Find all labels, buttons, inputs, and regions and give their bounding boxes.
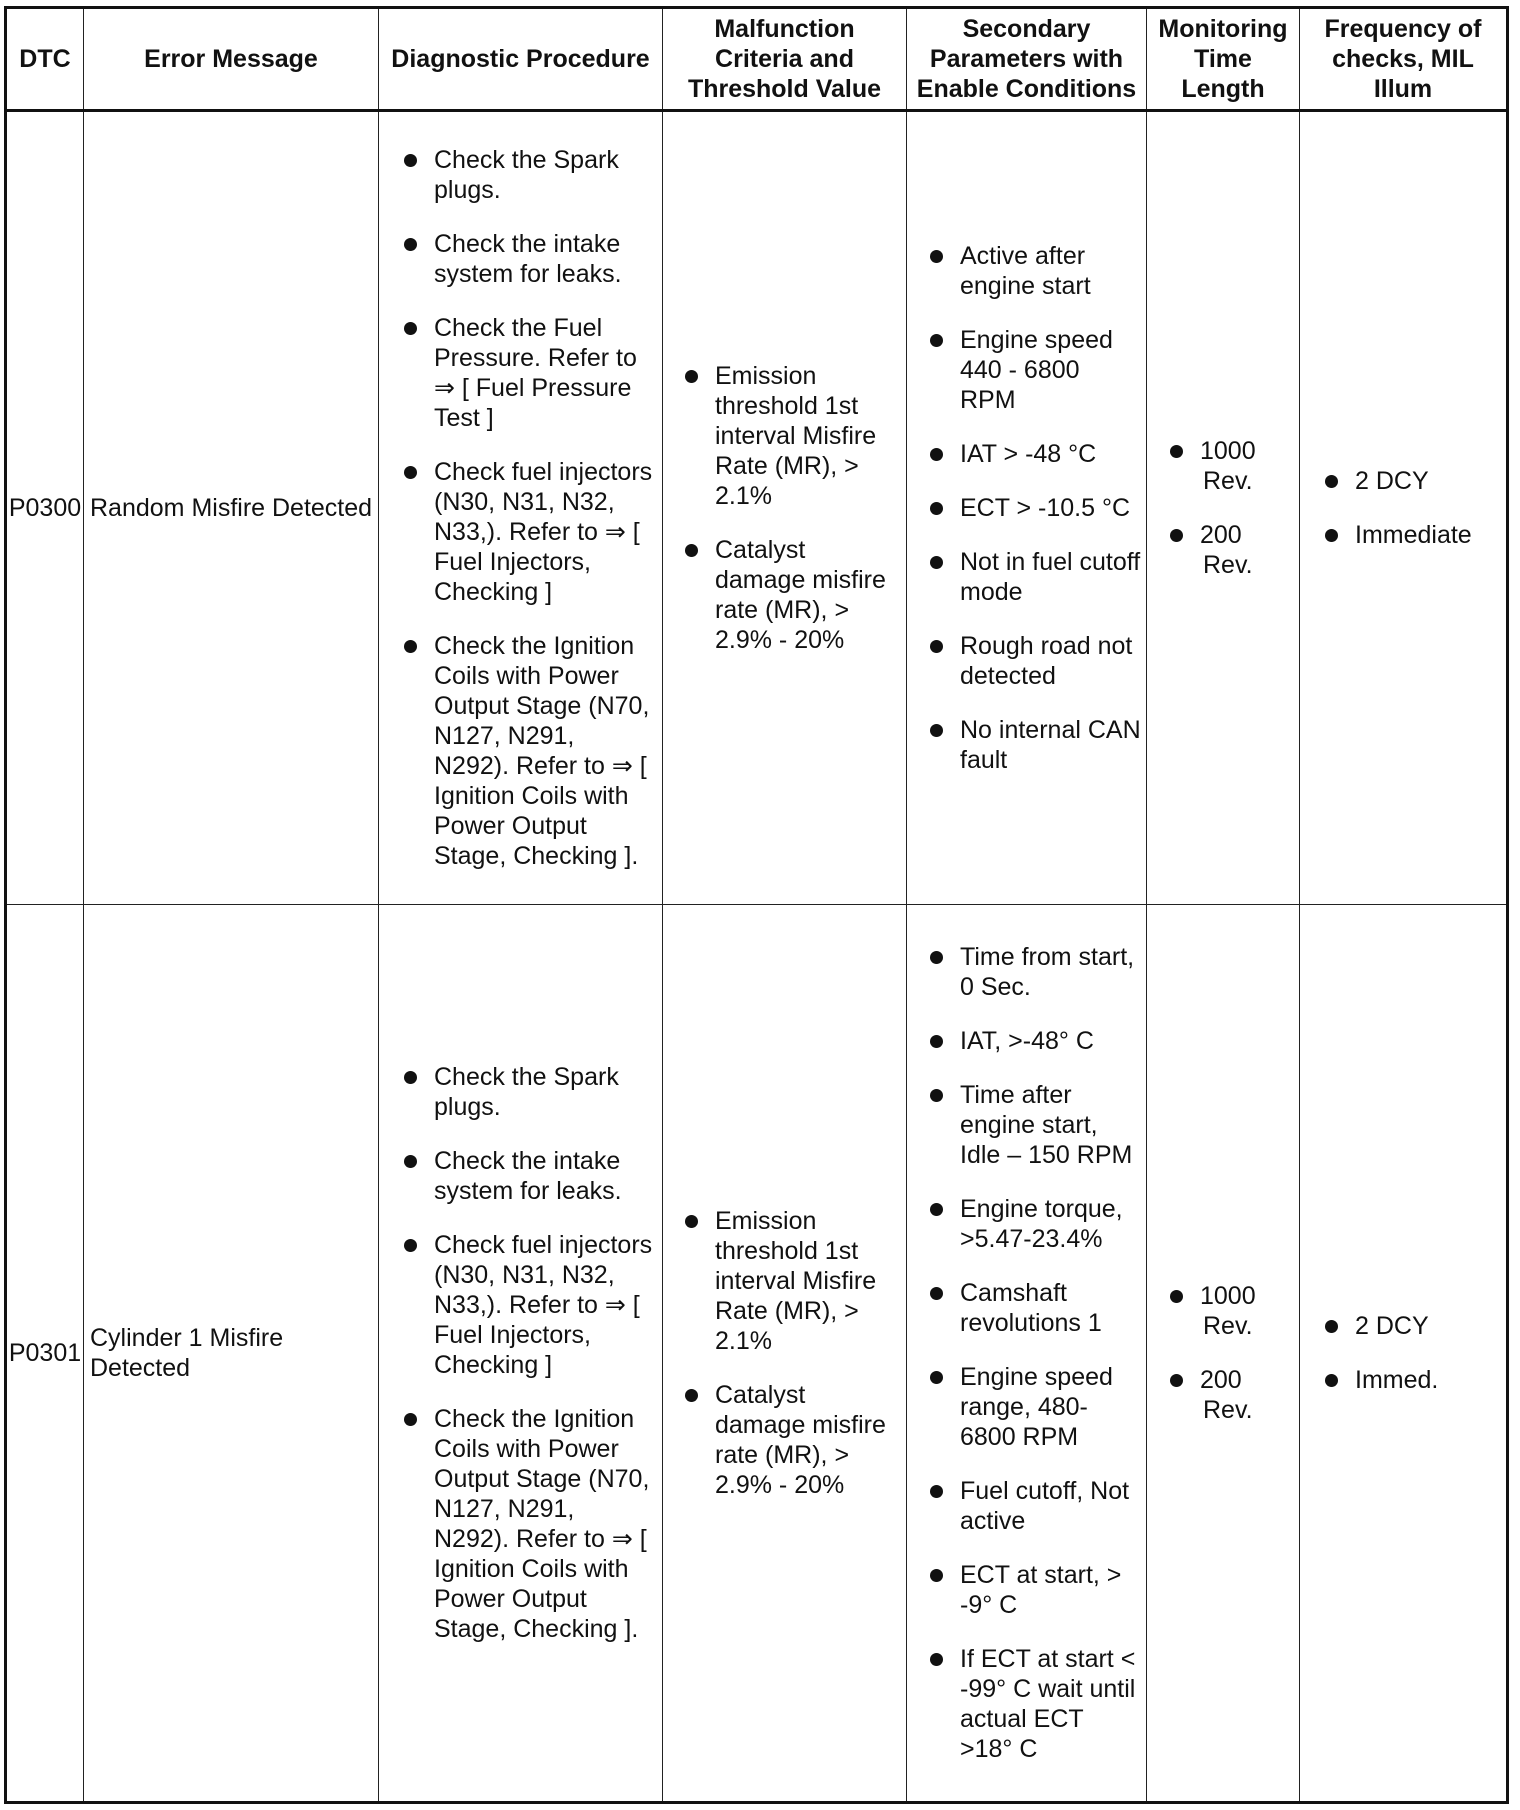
bullet-icon [1170, 1290, 1183, 1303]
table-row [6, 905, 1508, 1803]
bullet-icon [1170, 529, 1183, 542]
list-item: Immediate [1325, 520, 1502, 550]
bullet-icon [930, 640, 943, 653]
header-diagnostic-procedure: Diagnostic Procedure [379, 8, 663, 111]
list-item: Emission threshold 1st interval Misfire Rate (MR), > 2.1% [685, 1206, 900, 1356]
header-monitoring-time: Monitoring Time Length [1147, 8, 1300, 111]
list-item: Time from start, 0 Sec. [930, 942, 1142, 1002]
bullet-icon [404, 1071, 417, 1084]
list-item [1170, 1365, 1295, 1425]
list-item: 2 DCY [1325, 1311, 1502, 1341]
bullet-icon [404, 322, 417, 335]
bullet-icon [685, 544, 698, 557]
bullet-icon [1170, 1374, 1183, 1387]
list-item: Catalyst damage misfire rate (MR), > 2.9% - 20% [685, 535, 900, 655]
header-row [6, 8, 1508, 111]
diagnostic-procedure-cell [379, 905, 663, 1803]
bullet-icon [930, 1569, 943, 1582]
bullet-icon [404, 1239, 417, 1252]
monitoring-value: 1000 [1200, 1282, 1256, 1310]
list-item: Camshaft revolutions 1 [930, 1278, 1142, 1338]
monitoring-value: 200 [1200, 1366, 1242, 1394]
diagnostic-procedure-cell [379, 111, 663, 905]
secondary-parameters-cell [907, 111, 1147, 905]
header-frequency: Frequency of checks, MIL Illum [1300, 8, 1508, 111]
list-item: Engine speed range, 480-6800 RPM [930, 1362, 1142, 1452]
list-item: Check the Ignition Coils with Power Output Stage (N70, N127, N291, N292). Refer to ⇒ [ Ignition Coils with Power Output Stage, Checking ]. [404, 1404, 656, 1644]
monitoring-value: 1000 [1200, 437, 1256, 465]
bullet-icon [930, 1287, 943, 1300]
list-item: 2 DCY [1325, 466, 1502, 496]
bullet-icon [930, 250, 943, 263]
list-item: Check fuel injectors (N30, N31, N32, N33,). Refer to ⇒ [ Fuel Injectors, Checking ] [404, 457, 656, 607]
list-item: Check the Spark plugs. [404, 1062, 656, 1122]
list-item: Check the Spark plugs. [404, 145, 656, 205]
list-item: Emission threshold 1st interval Misfire Rate (MR), > 2.1% [685, 361, 900, 511]
monitoring-unit: Rev. [1203, 1312, 1253, 1340]
list-item: If ECT at start < -99° C wait until actual ECT >18° C [930, 1644, 1142, 1764]
header-dtc: DTC [6, 8, 84, 111]
list-item: Check the intake system for leaks. [404, 229, 656, 289]
malfunction-criteria-cell [663, 111, 907, 905]
bullet-icon [930, 1203, 943, 1216]
list-item: IAT, >-48° C [930, 1026, 1142, 1056]
bullet-icon [685, 1215, 698, 1228]
error-message: Random Misfire Detected [84, 111, 379, 905]
list-item: Not in fuel cutoff mode [930, 547, 1142, 607]
bullet-icon [930, 1653, 943, 1666]
bullet-icon [404, 1413, 417, 1426]
list-item: ECT at start, > -9° C [930, 1560, 1142, 1620]
dtc-code: P0300 [6, 111, 84, 905]
bullet-icon [1170, 445, 1183, 458]
list-item: Catalyst damage misfire rate (MR), > 2.9% - 20% [685, 1380, 900, 1500]
list-item [1170, 436, 1295, 496]
bullet-icon [930, 1485, 943, 1498]
monitoring-unit: Rev. [1203, 467, 1253, 495]
monitoring-time-cell [1147, 111, 1300, 905]
bullet-icon [930, 502, 943, 515]
malfunction-criteria-cell [663, 905, 907, 1803]
dtc-code: P0301 [6, 905, 84, 1803]
list-item [1170, 1281, 1295, 1341]
frequency-cell [1300, 111, 1508, 905]
list-item: Check the Ignition Coils with Power Output Stage (N70, N127, N291, N292). Refer to ⇒ [ Ignition Coils with Power Output Stage, Checking ]. [404, 631, 656, 871]
monitoring-unit: Rev. [1203, 551, 1253, 579]
list-item [1170, 520, 1295, 580]
list-item: ECT > -10.5 °C [930, 493, 1142, 523]
bullet-icon [930, 1035, 943, 1048]
bullet-icon [930, 724, 943, 737]
list-item: Rough road not detected [930, 631, 1142, 691]
monitoring-unit: Rev. [1203, 1396, 1253, 1424]
bullet-icon [1325, 529, 1338, 542]
list-item: Check the intake system for leaks. [404, 1146, 656, 1206]
list-item: Time after engine start, Idle – 150 RPM [930, 1080, 1142, 1170]
list-item: Check the Fuel Pressure. Refer to ⇒ [ Fuel Pressure Test ] [404, 313, 656, 433]
bullet-icon [1325, 475, 1338, 488]
error-message: Cylinder 1 Misfire Detected [84, 905, 379, 1803]
bullet-icon [1325, 1374, 1338, 1387]
table-row [6, 111, 1508, 905]
bullet-icon [930, 448, 943, 461]
list-item: Immed. [1325, 1365, 1502, 1395]
header-malfunction-criteria: Malfunction Criteria and Threshold Value [663, 8, 907, 111]
list-item: IAT > -48 °C [930, 439, 1142, 469]
secondary-parameters-cell [907, 905, 1147, 1803]
dtc-table [4, 6, 1509, 1804]
monitoring-value: 200 [1200, 521, 1242, 549]
header-error-message: Error Message [84, 8, 379, 111]
header-secondary-parameters: Secondary Parameters with Enable Conditions [907, 8, 1147, 111]
bullet-icon [404, 466, 417, 479]
bullet-icon [404, 640, 417, 653]
bullet-icon [930, 1089, 943, 1102]
bullet-icon [930, 951, 943, 964]
bullet-icon [1325, 1320, 1338, 1333]
bullet-icon [930, 334, 943, 347]
list-item: Active after engine start [930, 241, 1142, 301]
bullet-icon [404, 238, 417, 251]
bullet-icon [930, 556, 943, 569]
bullet-icon [404, 154, 417, 167]
bullet-icon [930, 1371, 943, 1384]
bullet-icon [685, 1389, 698, 1402]
frequency-cell [1300, 905, 1508, 1803]
list-item: Engine torque, >5.47-23.4% [930, 1194, 1142, 1254]
bullet-icon [404, 1155, 417, 1168]
list-item: Engine speed 440 - 6800 RPM [930, 325, 1142, 415]
list-item: Check fuel injectors (N30, N31, N32, N33,). Refer to ⇒ [ Fuel Injectors, Checking ] [404, 1230, 656, 1380]
bullet-icon [685, 370, 698, 383]
list-item: No internal CAN fault [930, 715, 1142, 775]
monitoring-time-cell [1147, 905, 1300, 1803]
list-item: Fuel cutoff, Not active [930, 1476, 1142, 1536]
